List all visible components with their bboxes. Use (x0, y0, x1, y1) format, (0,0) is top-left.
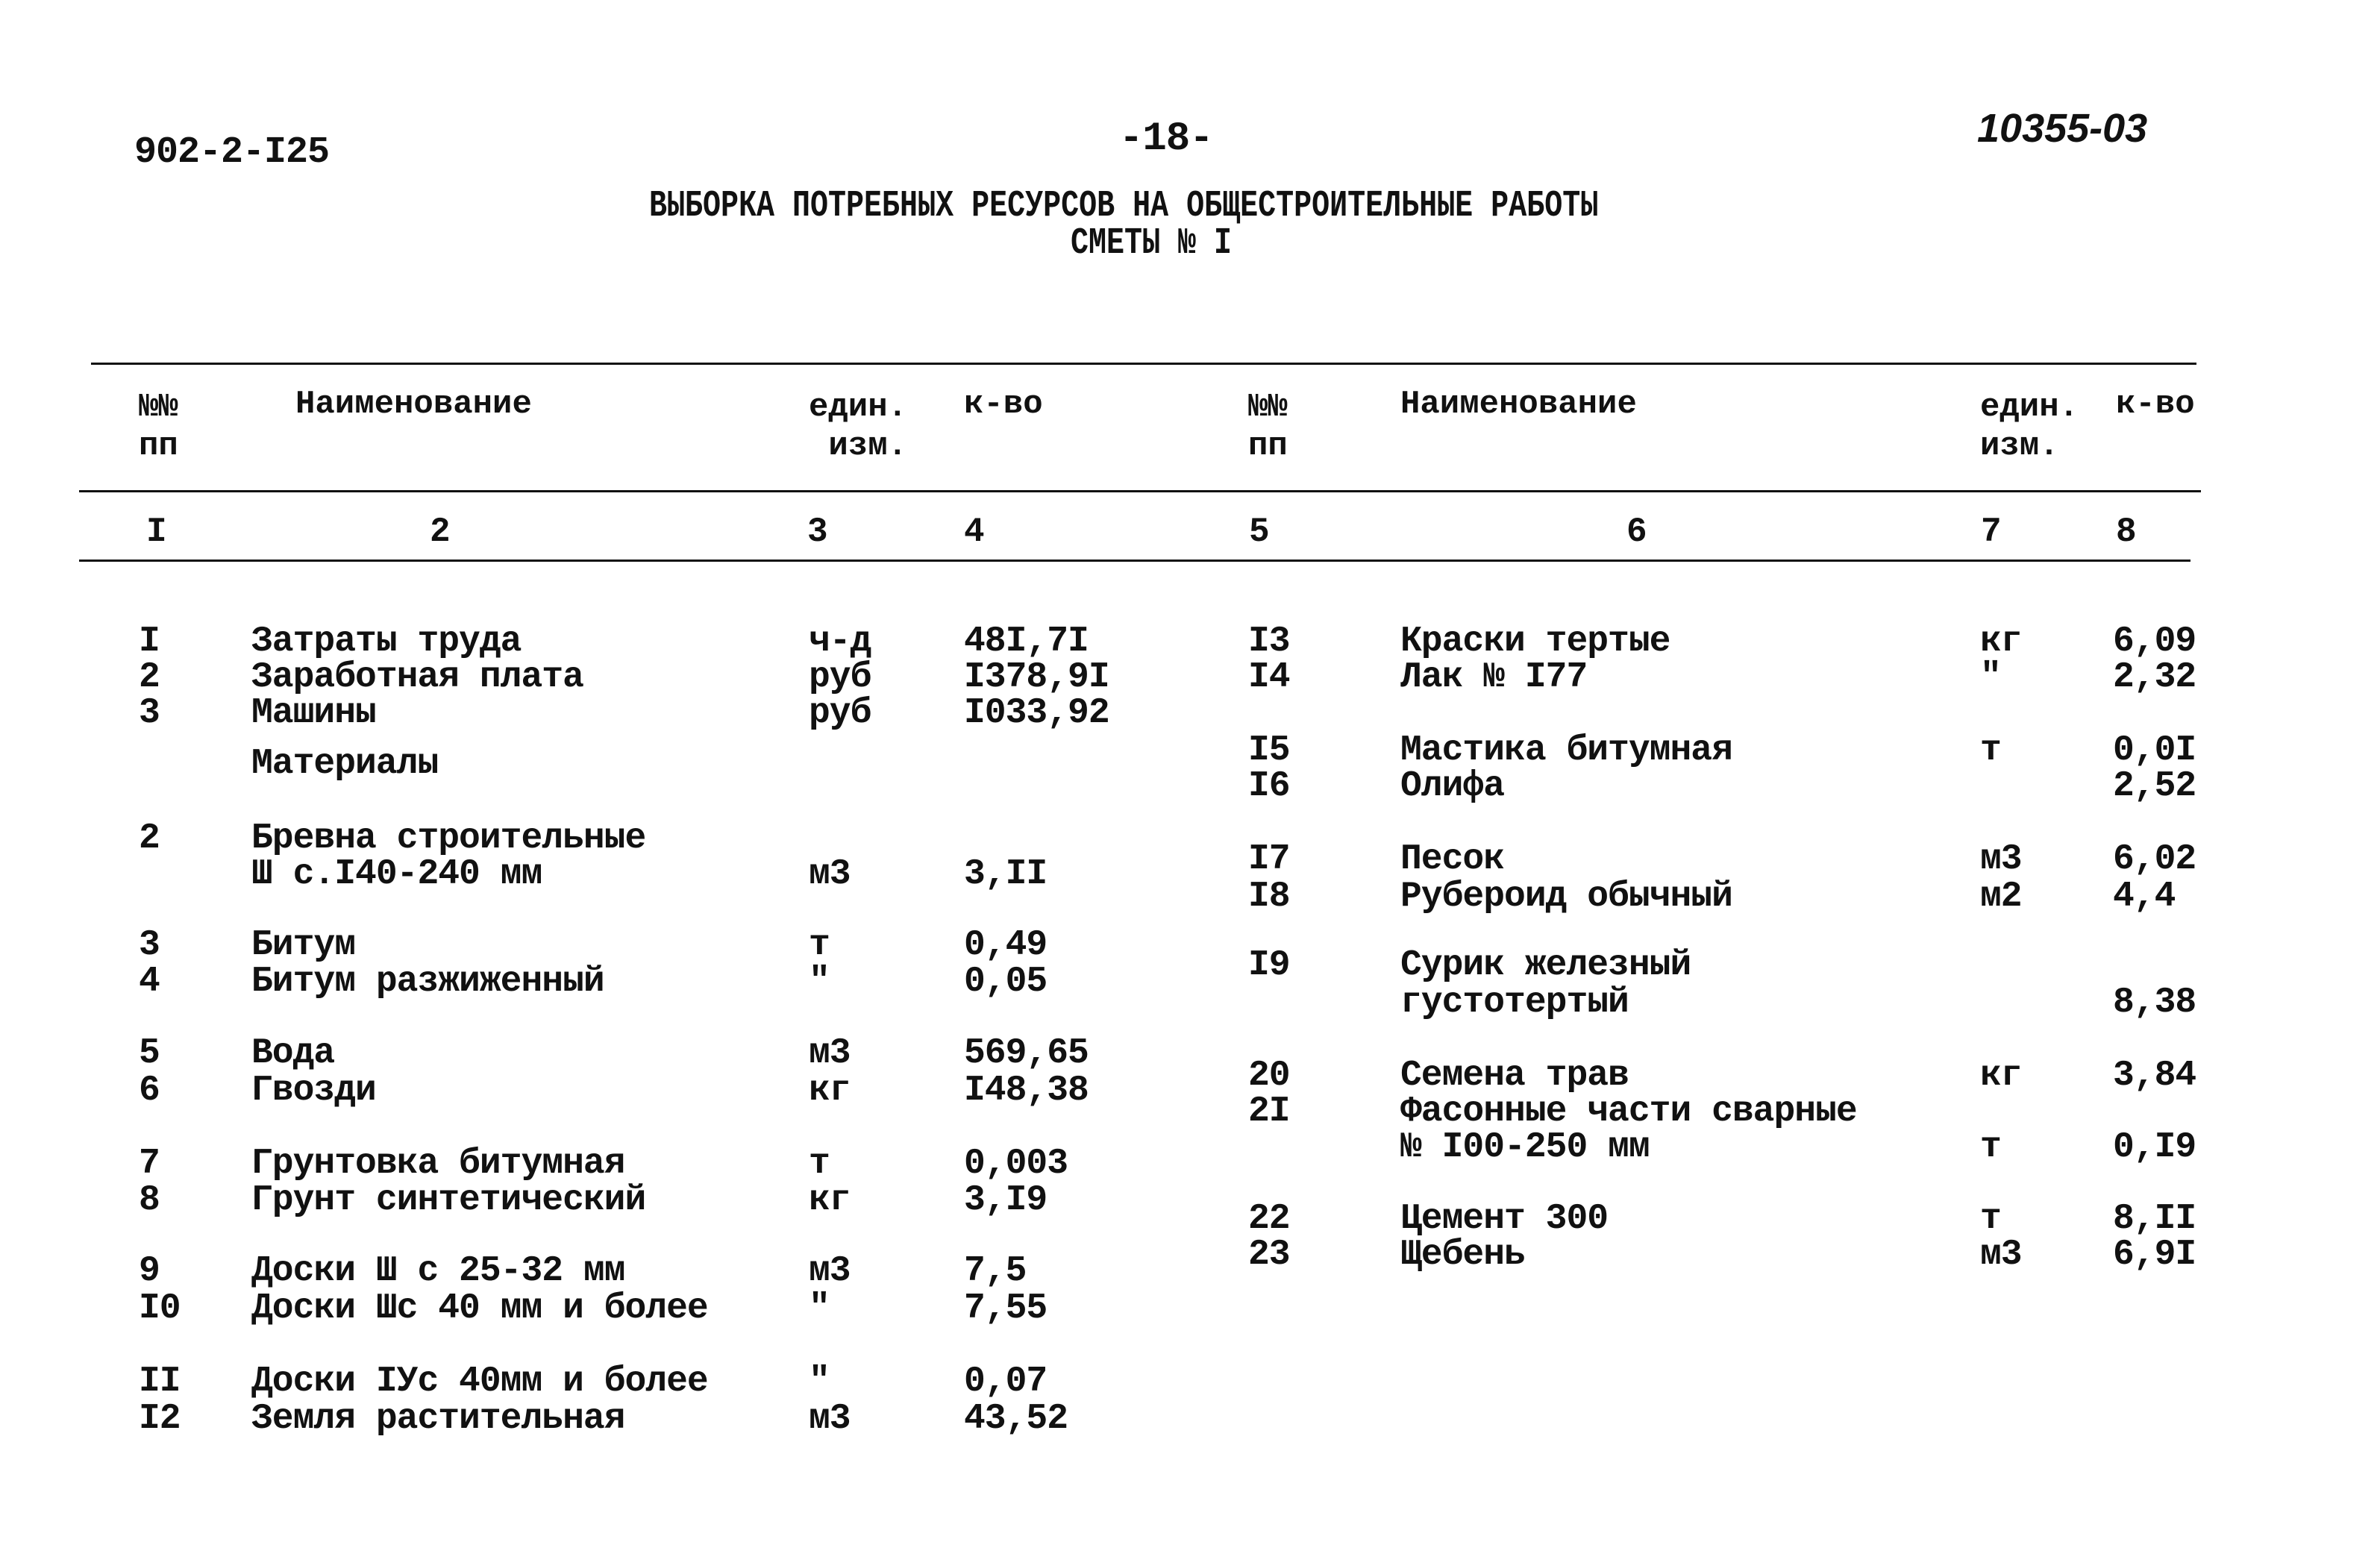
row-number: I0 (139, 1288, 181, 1329)
row-unit: кг (1980, 1056, 2022, 1096)
row-number: I (139, 621, 160, 662)
row-quantity: 3,I9 (964, 1180, 1047, 1220)
header-name: Наименование (295, 386, 532, 423)
row-quantity: I033,92 (964, 693, 1109, 733)
row-name: Песок (1400, 839, 1505, 880)
column-number: 5 (1249, 513, 1270, 551)
row-number: 2I (1248, 1091, 1290, 1132)
row-quantity: 3,84 (2113, 1056, 2196, 1096)
row-number: 22 (1248, 1199, 1290, 1239)
row-name: Сурик железный (1400, 945, 1691, 985)
page-title: ВЫБОРКА ПОТРЕБНЫХ РЕСУРСОВ НА ОБЩЕСТРОИТЕЛЬНЫЕ РАБОТЫ (649, 185, 1599, 228)
row-unit: т (809, 1144, 830, 1184)
row-number: I3 (1248, 621, 1290, 662)
table-top-rule (91, 363, 2196, 365)
row-unit: " (1980, 657, 2001, 698)
header-quantity: к-во (964, 386, 1043, 423)
row-unit: м3 (1980, 839, 2022, 880)
row-name: Ш с.I40-240 мм (251, 854, 542, 894)
row-quantity: I378,9I (964, 657, 1109, 698)
row-unit: ч-д (809, 621, 871, 662)
row-unit: " (809, 1361, 830, 1402)
row-number: I9 (1248, 945, 1290, 985)
header-number: №№ пп (1248, 389, 1288, 465)
row-name: Семена трав (1400, 1056, 1629, 1096)
row-name: Вода (251, 1033, 335, 1074)
row-quantity: 2,52 (2113, 766, 2196, 806)
row-quantity: 7,55 (964, 1288, 1047, 1329)
header-unit: един. изм. (1980, 389, 2079, 465)
row-name: Цемент 300 (1400, 1199, 1609, 1239)
row-quantity: 0,003 (964, 1144, 1068, 1184)
row-unit: руб (809, 657, 871, 698)
row-name: Земля растительная (251, 1399, 625, 1439)
header-name: Наименование (1400, 386, 1637, 423)
row-name: Рубероид обычный (1400, 877, 1732, 917)
row-unit: м3 (809, 1251, 851, 1291)
header-bottom-rule (79, 490, 2201, 492)
row-number: I6 (1248, 766, 1290, 806)
column-number: 3 (807, 513, 828, 551)
header-quantity: к-во (2116, 386, 2195, 423)
row-name: № I00-250 мм (1400, 1127, 1650, 1168)
row-name: Доски IУс 40мм и более (251, 1361, 708, 1402)
row-name: Мастика битумная (1400, 730, 1732, 771)
row-number: 2 (139, 818, 160, 859)
row-unit: м3 (809, 1399, 851, 1439)
page-subtitle: СМЕТЫ № I (1071, 222, 1233, 265)
column-numbers-rule (79, 560, 2190, 562)
row-number: I2 (139, 1399, 181, 1439)
row-unit: кг (1980, 621, 2022, 662)
row-name: Фасонные части сварные (1400, 1091, 1857, 1132)
row-name: Машины (251, 693, 376, 733)
row-quantity: 8,38 (2113, 982, 2196, 1023)
header-number: №№ пп (139, 389, 178, 465)
row-quantity: 6,02 (2113, 839, 2196, 880)
row-quantity: 0,05 (964, 962, 1047, 1002)
row-quantity: 0,0I (2113, 730, 2196, 771)
row-quantity: 569,65 (964, 1033, 1089, 1074)
row-unit: руб (809, 693, 871, 733)
column-number: I (146, 513, 167, 551)
row-quantity: 43,52 (964, 1399, 1068, 1439)
row-name: Битум (251, 925, 356, 965)
document-code: 902-2-I25 (134, 131, 330, 174)
row-number: I5 (1248, 730, 1290, 771)
row-name: Доски Ш с 25-32 мм (251, 1251, 625, 1291)
row-quantity: 0,07 (964, 1361, 1047, 1402)
row-number: 3 (139, 925, 160, 965)
row-name: Затраты труда (251, 621, 522, 662)
row-name: Материалы (251, 744, 439, 784)
column-number: 4 (964, 513, 985, 551)
column-number: 6 (1626, 513, 1647, 551)
row-quantity: 7,5 (964, 1251, 1027, 1291)
row-unit: кг (809, 1180, 851, 1220)
row-number: 9 (139, 1251, 160, 1291)
row-quantity: 0,I9 (2113, 1127, 2196, 1168)
row-number: I4 (1248, 657, 1290, 698)
row-quantity: 4,4 (2113, 877, 2176, 917)
row-number: 5 (139, 1033, 160, 1074)
row-name: Грунтовка битумная (251, 1144, 625, 1184)
row-quantity: 8,II (2113, 1199, 2196, 1239)
row-quantity: 6,09 (2113, 621, 2196, 662)
row-number: 7 (139, 1144, 160, 1184)
row-name: Олифа (1400, 766, 1505, 806)
row-unit: т (1980, 1127, 2001, 1168)
row-name: Гвозди (251, 1071, 376, 1111)
row-quantity: 0,49 (964, 925, 1047, 965)
page-number: -18- (1119, 116, 1213, 162)
row-number: 23 (1248, 1235, 1290, 1275)
row-quantity: I48,38 (964, 1071, 1089, 1111)
header-unit: един. изм. (809, 389, 908, 465)
row-unit: м3 (1980, 1235, 2022, 1275)
row-number: I8 (1248, 877, 1290, 917)
row-name: Грунт синтетический (251, 1180, 646, 1220)
row-number: 4 (139, 962, 160, 1002)
row-name: Доски Шс 40 мм и более (251, 1288, 708, 1329)
row-unit: т (809, 925, 830, 965)
row-name: Битум разжиженный (251, 962, 604, 1002)
row-number: 2 (139, 657, 160, 698)
row-name: Заработная плата (251, 657, 583, 698)
row-unit: м2 (1980, 877, 2022, 917)
row-name: Щебень (1400, 1235, 1525, 1275)
column-number: 7 (1981, 513, 2002, 551)
column-number: 8 (2116, 513, 2137, 551)
row-name: Бревна строительные (251, 818, 646, 859)
row-name: Лак № I77 (1400, 657, 1588, 698)
row-quantity: 2,32 (2113, 657, 2196, 698)
row-unit: кг (809, 1071, 851, 1111)
row-quantity: 3,II (964, 854, 1047, 894)
row-unit: т (1980, 730, 2001, 771)
row-name: Краски тертые (1400, 621, 1670, 662)
row-unit: м3 (809, 854, 851, 894)
row-unit: " (809, 962, 830, 1002)
row-unit: " (809, 1288, 830, 1329)
row-number: I7 (1248, 839, 1290, 880)
row-number: 20 (1248, 1056, 1290, 1096)
row-unit: т (1980, 1199, 2001, 1239)
row-quantity: 6,9I (2113, 1235, 2196, 1275)
row-number: 8 (139, 1180, 160, 1220)
archive-number: 10355-03 (1977, 106, 2148, 151)
row-number: II (139, 1361, 181, 1402)
row-unit: м3 (809, 1033, 851, 1074)
row-name: густотертый (1400, 982, 1629, 1023)
row-number: 3 (139, 693, 160, 733)
row-quantity: 48I,7I (964, 621, 1089, 662)
column-number: 2 (430, 513, 451, 551)
row-number: 6 (139, 1071, 160, 1111)
